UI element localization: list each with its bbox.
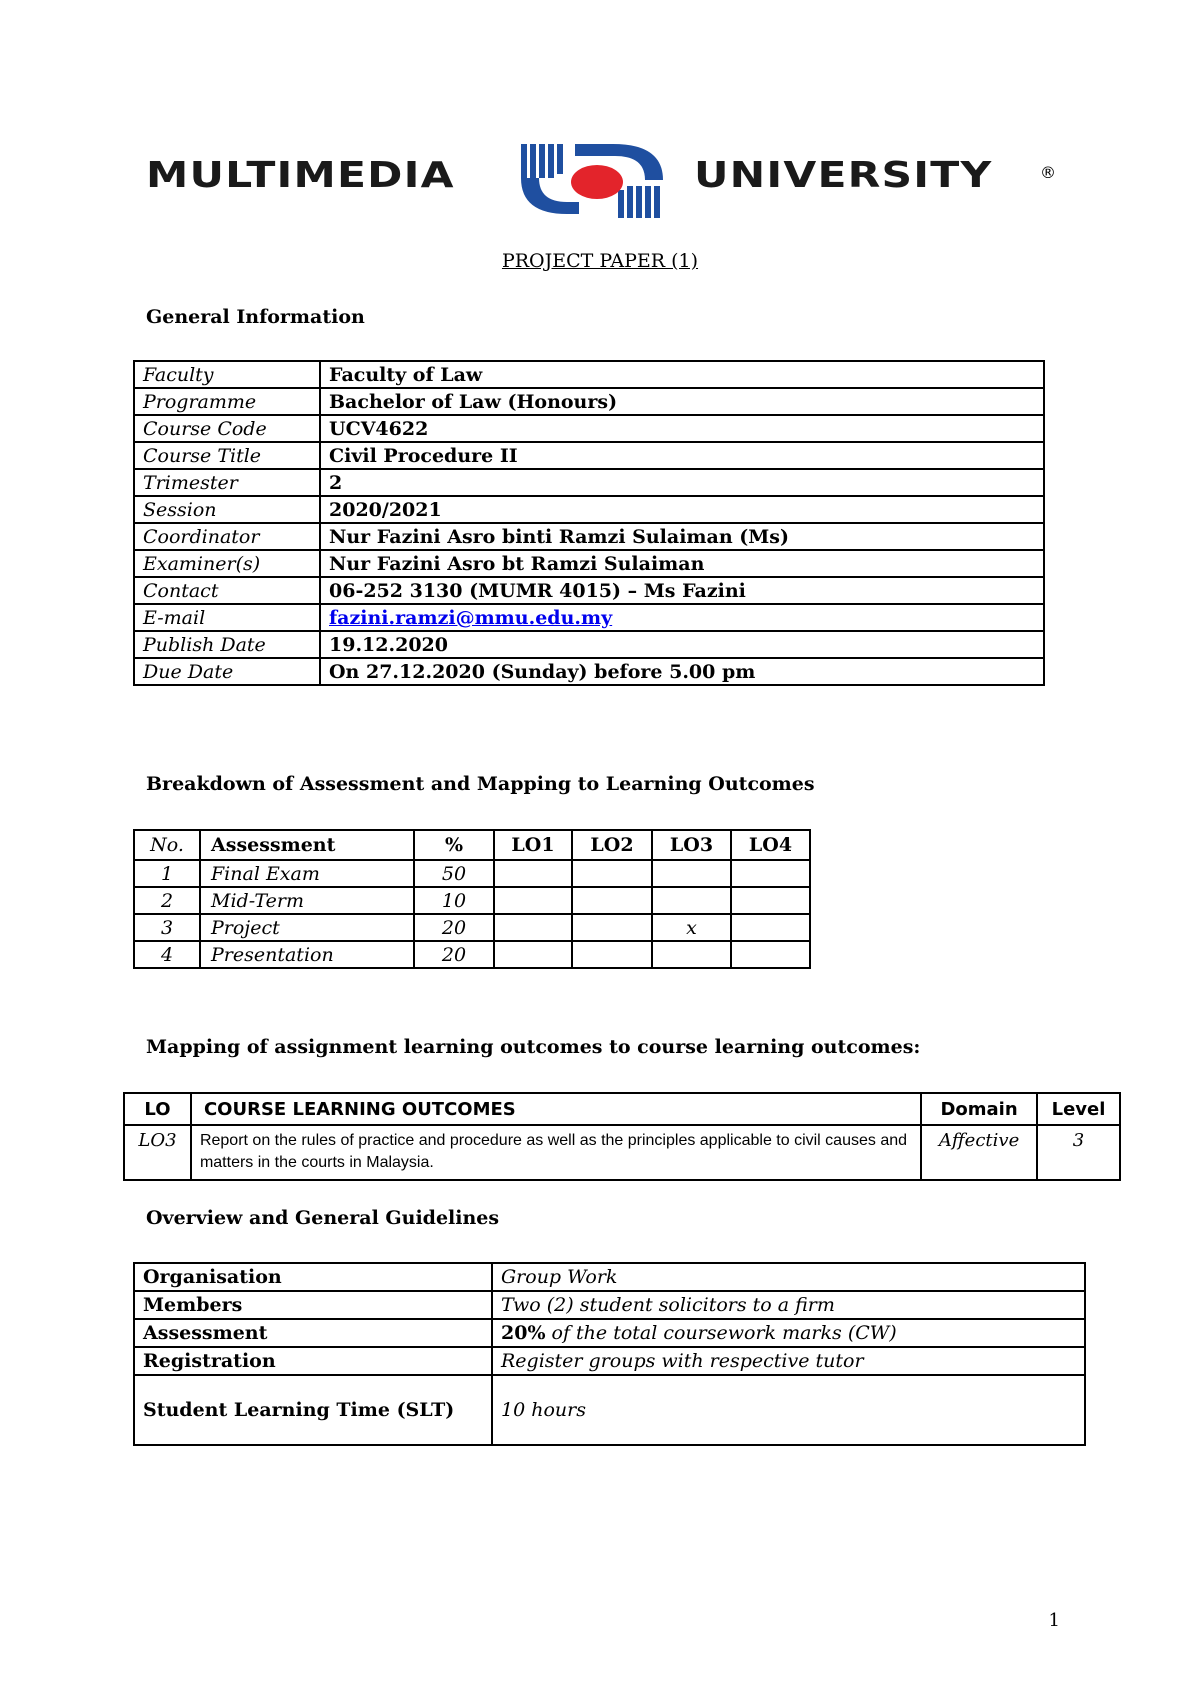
breakdown-cell (731, 914, 810, 941)
breakdown-header: LO1 (494, 830, 572, 860)
breakdown-cell (494, 860, 572, 887)
lo-code: LO3 (124, 1125, 191, 1180)
breakdown-header: LO2 (572, 830, 652, 860)
registered-mark: ® (1040, 163, 1056, 182)
field-label: Coordinator (134, 523, 320, 550)
breakdown-row (134, 860, 810, 887)
overview-value-rest: of the total coursework marks (CW) (545, 1322, 897, 1344)
breakdown-heading: Breakdown of Assessment and Mapping to Learning Outcomes (146, 773, 815, 795)
general-info-row (134, 523, 1044, 550)
field-label: Due Date (134, 658, 320, 685)
general-info-row (134, 388, 1044, 415)
overview-value: 10 hours (492, 1375, 1085, 1445)
logo-right-text: UNIVERSITY (694, 155, 993, 196)
general-info-row (134, 469, 1044, 496)
page-number: 1 (1048, 1610, 1060, 1631)
breakdown-cell: 2 (134, 887, 200, 914)
overview-row (134, 1375, 1085, 1445)
field-value: On 27.12.2020 (Sunday) before 5.00 pm (320, 658, 1044, 685)
field-value: Faculty of Law (320, 361, 1044, 388)
field-label: Faculty (134, 361, 320, 388)
general-info-table (133, 360, 1045, 686)
breakdown-cell: Presentation (200, 941, 414, 968)
general-info-heading: General Information (146, 306, 365, 328)
breakdown-row (134, 941, 810, 968)
domain-value: Affective (921, 1125, 1037, 1180)
field-value: 2 (320, 469, 1044, 496)
overview-row (134, 1263, 1085, 1291)
breakdown-cell (572, 941, 652, 968)
field-label: Course Code (134, 415, 320, 442)
overview-label: Members (134, 1291, 492, 1319)
field-value: 2020/2021 (320, 496, 1044, 523)
breakdown-cell: 4 (134, 941, 200, 968)
breakdown-cell (652, 941, 731, 968)
breakdown-cell (652, 887, 731, 914)
overview-value: Two (2) student solicitors to a firm (492, 1291, 1085, 1319)
level-header: Level (1037, 1093, 1120, 1125)
overview-row (134, 1291, 1085, 1319)
clo-header: COURSE LEARNING OUTCOMES (191, 1093, 921, 1125)
field-value[interactable] (320, 604, 1044, 631)
breakdown-header: LO4 (731, 830, 810, 860)
learning-outcomes-table (123, 1092, 1121, 1181)
field-label: E-mail (134, 604, 320, 631)
breakdown-row (134, 914, 810, 941)
overview-heading: Overview and General Guidelines (146, 1207, 500, 1229)
breakdown-row (134, 887, 810, 914)
general-info-row (134, 415, 1044, 442)
breakdown-cell (572, 914, 652, 941)
field-value: UCV4622 (320, 415, 1044, 442)
breakdown-header: LO3 (652, 830, 731, 860)
university-logo-icon (515, 140, 675, 222)
general-info-row (134, 577, 1044, 604)
field-label: Examiner(s) (134, 550, 320, 577)
general-info-row (134, 442, 1044, 469)
breakdown-cell: x (652, 914, 731, 941)
overview-row (134, 1347, 1085, 1375)
breakdown-cell: 50 (414, 860, 494, 887)
breakdown-header: No. (134, 830, 200, 860)
overview-label: Organisation (134, 1263, 492, 1291)
general-info-row (134, 550, 1044, 577)
breakdown-cell (572, 860, 652, 887)
field-label: Session (134, 496, 320, 523)
overview-table (133, 1262, 1086, 1446)
breakdown-cell: Mid-Term (200, 887, 414, 914)
overview-row (134, 1319, 1085, 1347)
overview-label: Registration (134, 1347, 492, 1375)
general-info-row (134, 658, 1044, 685)
breakdown-cell (731, 860, 810, 887)
overview-value: Group Work (492, 1263, 1085, 1291)
level-value: 3 (1037, 1125, 1120, 1180)
field-value: 19.12.2020 (320, 631, 1044, 658)
page-title: PROJECT PAPER (1) (501, 250, 699, 272)
general-info-row (134, 604, 1044, 631)
breakdown-header: % (414, 830, 494, 860)
logo-left-text: MULTIMEDIA (146, 155, 455, 196)
breakdown-cell: 1 (134, 860, 200, 887)
breakdown-cell (494, 887, 572, 914)
breakdown-cell (494, 914, 572, 941)
breakdown-cell (572, 887, 652, 914)
overview-label: Assessment (134, 1319, 492, 1347)
breakdown-cell: 20 (414, 914, 494, 941)
mapping-heading: Mapping of assignment learning outcomes to course learning outcomes: (146, 1036, 921, 1058)
general-info-row (134, 496, 1044, 523)
field-label: Trimester (134, 469, 320, 496)
field-value: Civil Procedure II (320, 442, 1044, 469)
field-value: 06-252 3130 (MUMR 4015) – Ms Fazini (320, 577, 1044, 604)
overview-value (492, 1319, 1085, 1347)
email-link[interactable]: fazini.ramzi@mmu.edu.my (329, 606, 613, 629)
breakdown-header: Assessment (200, 830, 414, 860)
field-value: Nur Fazini Asro binti Ramzi Sulaiman (Ms) (320, 523, 1044, 550)
breakdown-cell: Final Exam (200, 860, 414, 887)
field-label: Course Title (134, 442, 320, 469)
general-info-row (134, 361, 1044, 388)
assessment-breakdown-table (133, 829, 811, 969)
breakdown-cell: 20 (414, 941, 494, 968)
clo-description: Report on the rules of practice and procedure as well as the principles applicable to civil causes and matters in the courts in Malaysia. (191, 1125, 921, 1180)
field-label: Contact (134, 577, 320, 604)
field-label: Programme (134, 388, 320, 415)
field-value: Nur Fazini Asro bt Ramzi Sulaiman (320, 550, 1044, 577)
breakdown-cell (494, 941, 572, 968)
breakdown-cell: 10 (414, 887, 494, 914)
breakdown-cell: 3 (134, 914, 200, 941)
breakdown-cell: Project (200, 914, 414, 941)
general-info-row (134, 631, 1044, 658)
field-value: Bachelor of Law (Honours) (320, 388, 1044, 415)
field-label: Publish Date (134, 631, 320, 658)
breakdown-cell (652, 860, 731, 887)
breakdown-cell (731, 941, 810, 968)
domain-header: Domain (921, 1093, 1037, 1125)
overview-value-bold: 20% (501, 1322, 546, 1344)
overview-label: Student Learning Time (SLT) (134, 1375, 492, 1445)
lo-header: LO (124, 1093, 191, 1125)
overview-value: Register groups with respective tutor (492, 1347, 1085, 1375)
breakdown-cell (731, 887, 810, 914)
